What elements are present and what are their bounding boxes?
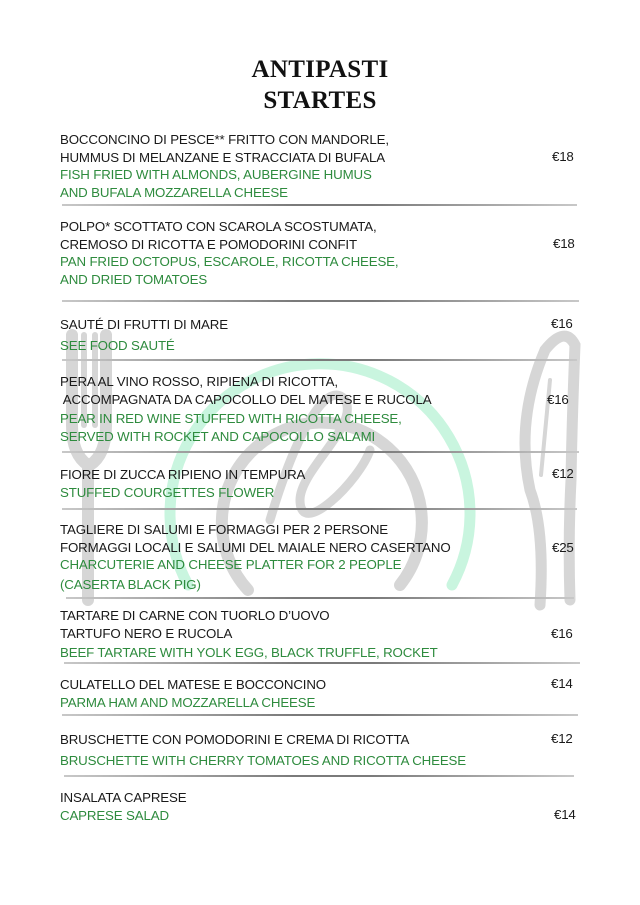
item-italian-line: INSALATA CAPRESE — [60, 790, 187, 805]
item-price: €12 — [552, 466, 574, 481]
item-italian-line: FIORE DI ZUCCA RIPIENO IN TEMPURA — [60, 467, 306, 482]
menu-item — [60, 373, 580, 445]
item-price: €14 — [554, 807, 576, 822]
item-english-line: SEE FOOD SAUTÉ — [60, 337, 175, 353]
item-english-line: AND BUFALA MOZZARELLA CHEESE — [60, 184, 288, 200]
item-english-line: PAN FRIED OCTOPUS, ESCAROLE, RICOTTA CHEESE, — [60, 254, 399, 269]
item-english-line: SERVED WITH ROCKET AND CAPOCOLLO SALAMI — [60, 428, 376, 444]
divider — [62, 508, 577, 510]
divider — [62, 300, 579, 302]
page-subtitle: STARTES — [263, 87, 377, 114]
item-price: €16 — [551, 626, 573, 641]
item-italian-line: CULATELLO DEL MATESE E BOCCONCINO — [60, 677, 326, 692]
page-title: ANTIPASTI — [251, 56, 389, 83]
item-price: €12 — [551, 731, 573, 746]
item-english-line: STUFFED COURGETTES FLOWER — [60, 484, 275, 500]
menu-item — [60, 466, 580, 501]
item-english-line: BEEF TARTARE WITH YOLK EGG, BLACK TRUFFLE, ROCKET — [60, 645, 438, 660]
item-english-line: PARMA HAM AND MOZZARELLA CHEESE — [60, 694, 316, 710]
item-english-line: FISH FRIED WITH ALMONDS, AUBERGINE HUMUS — [60, 167, 372, 182]
item-italian-line: SAUTÉ DI FRUTTI DI MARE — [60, 317, 228, 332]
item-price: €18 — [553, 236, 575, 251]
item-italian-line: TARTUFO NERO E RUCOLA — [60, 625, 233, 641]
item-english-line: CAPRESE SALAD — [60, 807, 169, 823]
divider — [62, 359, 577, 361]
divider — [62, 714, 578, 716]
menu-item — [60, 731, 580, 769]
item-italian-line: BOCCONCINO DI PESCE** FRITTO CON MANDORLE, — [60, 132, 389, 147]
divider — [64, 775, 574, 777]
menu-item — [60, 676, 580, 711]
item-italian-line: TARTARE DI CARNE CON TUORLO D’UOVO — [60, 608, 330, 623]
menu-item — [60, 131, 580, 201]
item-price: €16 — [547, 392, 569, 407]
item-price: €14 — [551, 676, 573, 691]
item-italian-line: ACCOMPAGNATA DA CAPOCOLLO DEL MATESE E RUCOLA — [60, 391, 432, 407]
menu-item — [60, 316, 580, 354]
item-italian-line: FORMAGGI LOCALI E SALUMI DEL MAIALE NERO CASERTANO — [60, 539, 451, 555]
item-italian-line: BRUSCHETTE CON POMODORINI E CREMA DI RICOTTA — [60, 732, 410, 747]
item-price: €25 — [552, 540, 574, 555]
item-english-line: BRUSCHETTE WITH CHERRY TOMATOES AND RICOTTA CHEESE — [60, 752, 466, 768]
divider — [62, 451, 579, 453]
item-english-line: PEAR IN RED WINE STUFFED WITH RICOTTA CHEESE, — [60, 411, 402, 426]
item-english-line: (CASERTA BLACK PIG) — [60, 576, 201, 592]
item-price: €18 — [552, 149, 574, 164]
menu-item — [60, 218, 580, 288]
item-italian-line: PERA AL VINO ROSSO, RIPIENA DI RICOTTA, — [60, 374, 338, 389]
menu-item — [60, 521, 580, 593]
item-italian-line: HUMMUS DI MELANZANE E STRACCIATA DI BUFALA — [60, 149, 385, 165]
item-english-line: CHARCUTERIE AND CHEESE PLATTER FOR 2 PEOPLE — [60, 557, 402, 572]
item-english-line: AND DRIED TOMATOES — [60, 271, 208, 287]
divider — [64, 662, 580, 664]
item-italian-line: CREMOSO DI RICOTTA E POMODORINI CONFIT — [60, 236, 357, 252]
item-italian-line: TAGLIERE DI SALUMI E FORMAGGI PER 2 PERSONE — [60, 522, 389, 537]
menu-item — [60, 607, 580, 662]
item-price: €16 — [551, 316, 573, 331]
item-italian-line: POLPO* SCOTTATO CON SCAROLA SCOSTUMATA, — [60, 219, 377, 234]
divider — [66, 597, 574, 599]
divider — [62, 204, 577, 206]
menu-item — [60, 789, 580, 824]
